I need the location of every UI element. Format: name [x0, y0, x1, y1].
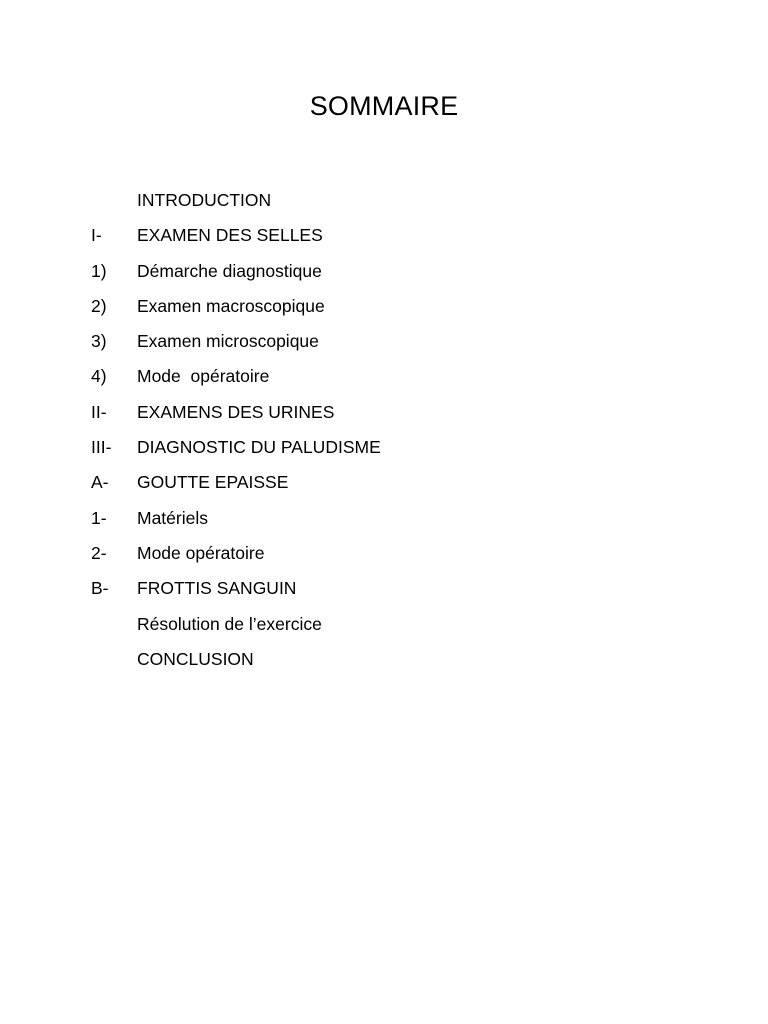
- toc-entry-number: 2-: [91, 542, 107, 563]
- toc-entry-number: 1): [91, 260, 107, 281]
- toc-entry: [91, 433, 691, 468]
- toc-entry-title: Mode opératoire: [137, 366, 270, 387]
- toc-entry-number: II-: [91, 401, 107, 422]
- toc-entry: [91, 574, 691, 609]
- toc-entry-title: FROTTIS SANGUIN: [137, 578, 297, 599]
- toc-entry-number: III-: [91, 437, 112, 458]
- toc-entry: [91, 257, 691, 292]
- toc-entry: [91, 539, 691, 574]
- table-of-contents: [91, 186, 691, 680]
- toc-entry: [91, 186, 691, 221]
- toc-entry: [91, 398, 691, 433]
- toc-entry-number: I-: [91, 225, 102, 246]
- toc-entry-number: 2): [91, 295, 107, 316]
- toc-entry-number: A-: [91, 472, 109, 493]
- toc-entry: [91, 327, 691, 362]
- page-title: [0, 88, 768, 124]
- toc-entry-number: 1-: [91, 507, 107, 528]
- toc-entry-number: 4): [91, 366, 107, 387]
- toc-entry-title: Examen microscopique: [137, 331, 319, 352]
- page-title-text: SOMMAIRE: [309, 91, 459, 121]
- toc-entry-title: Résolution de l’exercice: [137, 613, 322, 634]
- toc-entry-title: EXAMEN DES SELLES: [137, 225, 323, 246]
- toc-entry-title: Matériels: [137, 507, 208, 528]
- toc-entry-title: Mode opératoire: [137, 542, 265, 563]
- toc-entry: [91, 645, 691, 680]
- toc-entry: [91, 504, 691, 539]
- toc-entry: [91, 221, 691, 256]
- toc-entry-number: 3): [91, 331, 107, 352]
- toc-entry-title: GOUTTE EPAISSE: [137, 472, 289, 493]
- toc-entry: [91, 468, 691, 503]
- toc-entry-title: INTRODUCTION: [137, 190, 272, 210]
- toc-entry-title: Démarche diagnostique: [137, 260, 322, 281]
- toc-entry-title: CONCLUSION: [137, 648, 254, 669]
- toc-entry-title: EXAMENS DES URINES: [137, 401, 335, 422]
- toc-entry: [91, 362, 691, 397]
- toc-entry: [91, 292, 691, 327]
- toc-entry-title: DIAGNOSTIC DU PALUDISME: [137, 437, 381, 458]
- toc-entry: [91, 610, 691, 645]
- toc-entry-number: B-: [91, 578, 109, 599]
- toc-entry-title: Examen macroscopique: [137, 295, 325, 316]
